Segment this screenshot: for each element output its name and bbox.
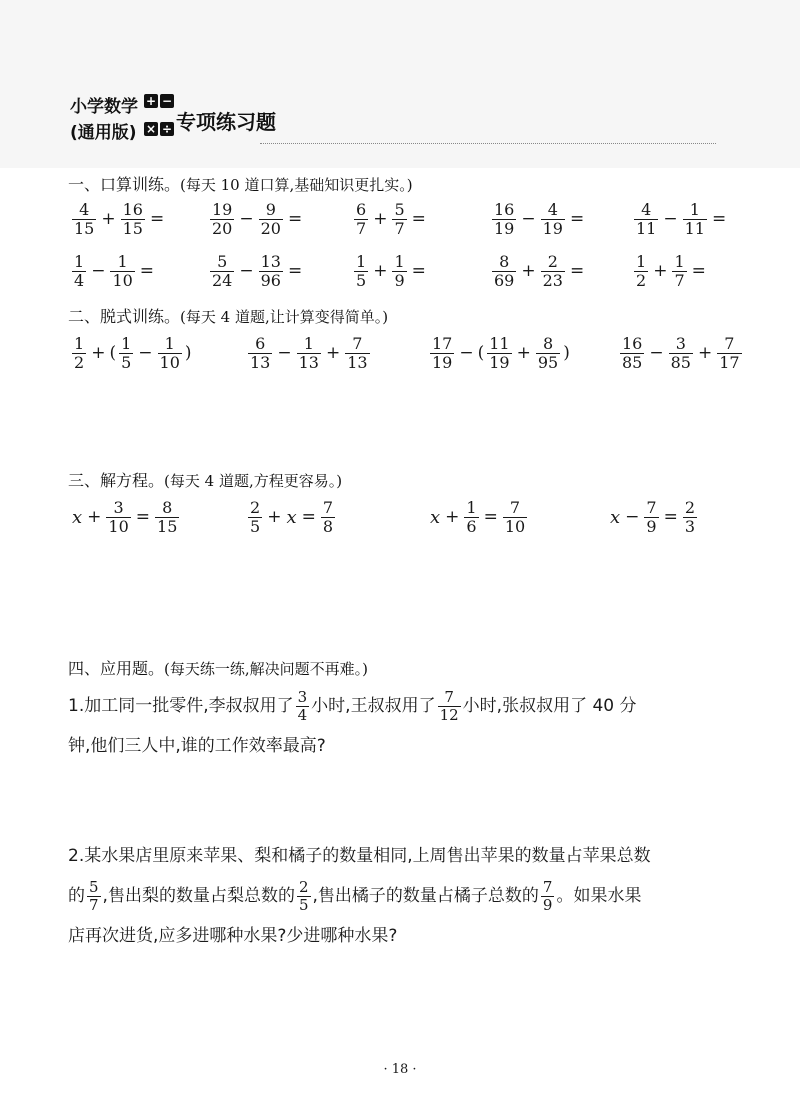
arithmetic-ops-icon bbox=[144, 92, 174, 144]
oral-item: $\frac{8}{69}$ + $\frac{2}{23}$ = bbox=[494, 251, 585, 290]
fraction: $\frac{7}{9}$ bbox=[646, 497, 657, 536]
fraction: $\frac{1}{6}$ bbox=[466, 497, 477, 536]
fraction: $\frac{5}{7}$ bbox=[394, 199, 405, 238]
brand-line2: (通用版) bbox=[70, 123, 137, 143]
fraction: $\frac{2}{23}$ bbox=[542, 251, 563, 290]
fraction: $\frac{16}{15}$ bbox=[122, 199, 143, 238]
fraction: $\frac{1}{9}$ bbox=[394, 251, 405, 290]
word-problem-1 bbox=[68, 684, 780, 764]
fraction: $\frac{1}{5}$ bbox=[121, 333, 132, 372]
times-icon: × bbox=[145, 122, 157, 136]
fraction: $\frac{7}{9}$ bbox=[542, 877, 553, 914]
section-heading: 二、脱式训练。 bbox=[68, 307, 181, 326]
fraction: $\frac{1}{11}$ bbox=[684, 199, 705, 238]
section-heading: 三、解方程。 bbox=[68, 471, 165, 490]
section-title-oral bbox=[68, 172, 413, 195]
problem-line: 1.加工同一批零件,李叔叔用了 $\frac{3}{4}$ 小时,王叔叔用了 $\frac{7}{12}$ 小时,张叔叔用了 40 分 bbox=[68, 687, 637, 724]
fraction: $\frac{16}{85}$ bbox=[622, 333, 643, 372]
fraction: $\frac{3}{85}$ bbox=[670, 333, 691, 372]
fraction: $\frac{7}{8}$ bbox=[322, 497, 334, 536]
fraction: $\frac{3}{4}$ bbox=[297, 687, 308, 724]
fraction: $\frac{1}{2}$ bbox=[74, 333, 85, 372]
equation-item: $\frac{2}{5}$ + x = $\frac{7}{8}$ bbox=[250, 497, 334, 536]
oral-item: $\frac{1}{4}$ − $\frac{1}{10}$ = bbox=[74, 251, 155, 290]
section-heading: 四、应用题。 bbox=[68, 659, 165, 678]
plus-icon: + bbox=[145, 94, 157, 108]
fraction: $\frac{13}{96}$ bbox=[260, 251, 281, 290]
brand-logo bbox=[70, 92, 276, 148]
fraction: $\frac{7}{13}$ bbox=[347, 333, 368, 372]
stepwise-item: $\frac{16}{85}$ − $\frac{3}{85}$ + $\frac{7}{17}$ bbox=[622, 333, 740, 372]
fraction: $\frac{19}{20}$ bbox=[212, 199, 233, 238]
problem-line: 店再次进货,应多进哪种水果?少进哪种水果? bbox=[68, 926, 398, 946]
fraction: $\frac{1}{5}$ bbox=[356, 251, 367, 290]
fraction: $\frac{1}{2}$ bbox=[636, 251, 647, 290]
fraction: $\frac{9}{20}$ bbox=[260, 199, 281, 238]
section-heading: 一、口算训练。 bbox=[68, 175, 181, 194]
oral-item: $\frac{1}{5}$ + $\frac{1}{9}$ = bbox=[356, 251, 426, 290]
oral-item: $\frac{1}{2}$ + $\frac{1}{7}$ = bbox=[636, 251, 706, 290]
fraction: $\frac{7}{12}$ bbox=[439, 687, 459, 724]
fraction: $\frac{1}{4}$ bbox=[74, 251, 85, 290]
oral-item: $\frac{4}{11}$ − $\frac{1}{11}$ = bbox=[636, 199, 727, 238]
fraction: $\frac{5}{7}$ bbox=[89, 877, 99, 914]
problem-line: 的 $\frac{5}{7}$ ,售出梨的数量占梨总数的 $\frac{2}{5}$ ,售出橘子的数量占橘子总数的 $\frac{7}{9}$ 。如果水果 bbox=[68, 877, 642, 914]
fraction: $\frac{7}{10}$ bbox=[504, 497, 526, 536]
section-title-equations bbox=[68, 468, 342, 491]
section-note: (每天 4 道题,让计算变得简单。) bbox=[180, 308, 389, 326]
divide-icon: ÷ bbox=[161, 122, 173, 136]
fraction: $\frac{3}{10}$ bbox=[108, 497, 129, 536]
fraction: $\frac{2}{5}$ bbox=[250, 497, 261, 536]
problem-line: 钟,他们三人中,谁的工作效率最高? bbox=[68, 736, 326, 756]
fraction: $\frac{4}{15}$ bbox=[74, 199, 95, 238]
fraction: $\frac{8}{95}$ bbox=[537, 333, 559, 372]
fraction: $\frac{6}{7}$ bbox=[356, 199, 367, 238]
fraction: $\frac{2}{3}$ bbox=[684, 497, 696, 536]
stepwise-item: $\frac{17}{19}$ − ( $\frac{11}{19}$ + $\frac{8}{95}$ ) bbox=[432, 333, 570, 372]
section-note: (每天练一练,解决问题不再难。) bbox=[164, 660, 368, 678]
stepwise-item: $\frac{1}{2}$ + ( $\frac{1}{5}$ − $\frac{1}{10}$ ) bbox=[74, 333, 192, 372]
equation-item: x + $\frac{3}{10}$ = $\frac{8}{15}$ bbox=[72, 497, 178, 536]
fraction: $\frac{2}{5}$ bbox=[298, 877, 309, 914]
fraction: $\frac{17}{19}$ bbox=[432, 333, 453, 372]
fraction: $\frac{1}{10}$ bbox=[112, 251, 133, 290]
oral-item: $\frac{4}{15}$ + $\frac{16}{15}$ = bbox=[74, 199, 165, 238]
fraction: $\frac{8}{69}$ bbox=[494, 251, 515, 290]
oral-item: $\frac{16}{19}$ − $\frac{4}{19}$ = bbox=[494, 199, 585, 238]
fraction: $\frac{16}{19}$ bbox=[494, 199, 515, 238]
fraction: $\frac{1}{13}$ bbox=[298, 333, 319, 372]
fraction: $\frac{7}{17}$ bbox=[719, 333, 740, 372]
minus-icon: − bbox=[161, 94, 173, 108]
section-note: (每天 10 道口算,基础知识更扎实。) bbox=[180, 176, 413, 194]
header-rule bbox=[260, 143, 716, 144]
fraction: $\frac{1}{7}$ bbox=[674, 251, 685, 290]
equation-item: x + $\frac{1}{6}$ = $\frac{7}{10}$ bbox=[430, 497, 526, 536]
worksheet-title: 专项练习题 bbox=[176, 110, 276, 134]
stepwise-item: $\frac{6}{13}$ − $\frac{1}{13}$ + $\frac{7}{13}$ bbox=[250, 333, 368, 372]
page-number: · 18 · bbox=[383, 1062, 417, 1077]
fraction: $\frac{5}{24}$ bbox=[212, 251, 233, 290]
fraction: $\frac{4}{19}$ bbox=[542, 199, 563, 238]
oral-item: $\frac{6}{7}$ + $\frac{5}{7}$ = bbox=[356, 199, 426, 238]
brand-line1: 小学数学 bbox=[70, 97, 138, 117]
fraction: $\frac{6}{13}$ bbox=[250, 333, 271, 372]
word-problem-2 bbox=[68, 842, 780, 962]
fraction: $\frac{8}{15}$ bbox=[157, 497, 178, 536]
fraction: $\frac{1}{10}$ bbox=[159, 333, 180, 372]
problem-line: 2.某水果店里原来苹果、梨和橘子的数量相同,上周售出苹果的数量占苹果总数 bbox=[68, 846, 651, 866]
equation-item: x − $\frac{7}{9}$ = $\frac{2}{3}$ bbox=[610, 497, 696, 536]
oral-item: $\frac{19}{20}$ − $\frac{9}{20}$ = bbox=[212, 199, 303, 238]
section-note: (每天 4 道题,方程更容易。) bbox=[164, 472, 343, 490]
fraction: $\frac{11}{19}$ bbox=[489, 333, 510, 372]
oral-item: $\frac{5}{24}$ − $\frac{13}{96}$ = bbox=[212, 251, 303, 290]
fraction: $\frac{4}{11}$ bbox=[636, 199, 657, 238]
section-title-word-problems bbox=[68, 656, 368, 679]
section-title-stepwise bbox=[68, 304, 388, 327]
